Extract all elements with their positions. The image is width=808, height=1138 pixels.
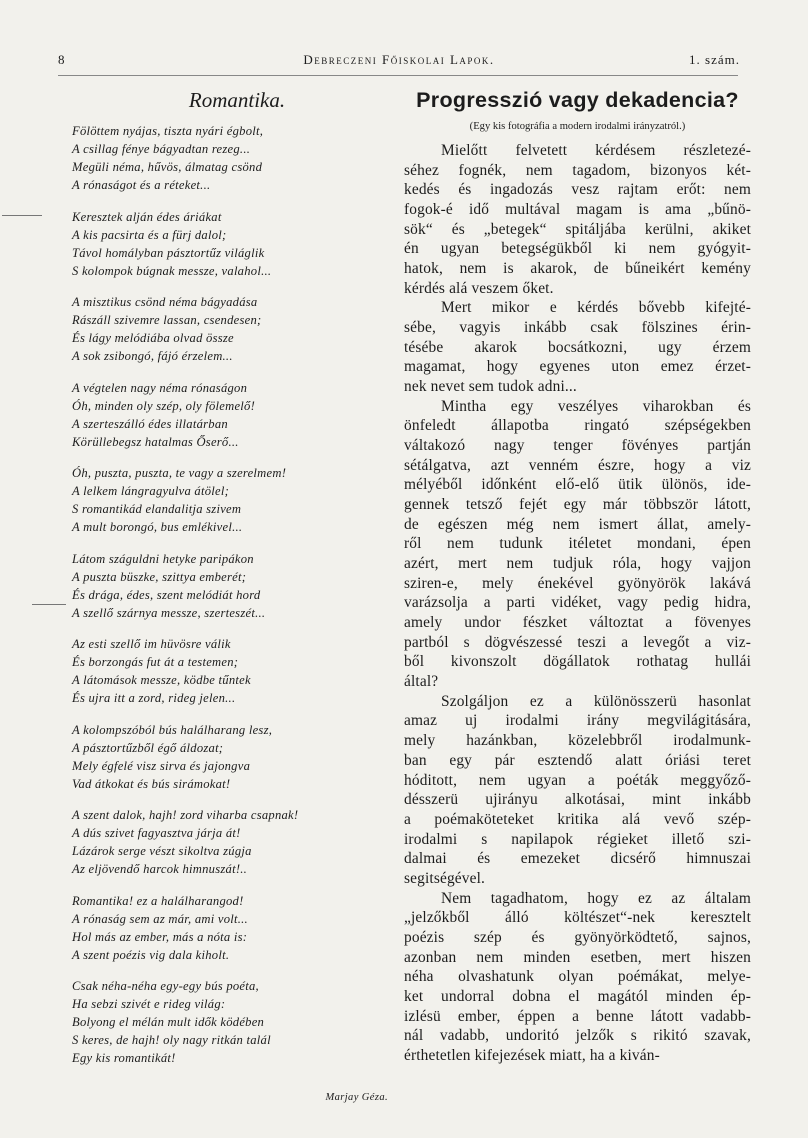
header-rule xyxy=(58,75,738,76)
poem-line: A szerteszálló édes illatárban xyxy=(72,416,228,431)
article-subtitle: (Egy kis fotográfia a modern irodalmi irányzatról.) xyxy=(469,121,686,132)
poem-line: Ha sebzi szivét e rideg világ: xyxy=(72,997,226,1011)
poem-stanza xyxy=(72,721,394,793)
poem-line: A végtelen nagy néma rónaságon xyxy=(72,380,248,395)
poem-line: Egy kis romantikát! xyxy=(72,1051,176,1065)
article-line: ket undorral dobna el magától minden ép- xyxy=(404,987,751,1005)
poem-title: Romantika. xyxy=(188,88,286,112)
article-line: mélyéből időnként elő-elő ütik ülönös, ide- xyxy=(404,476,751,494)
poem-line: Óh, puszta, puszta, te vagy a szerelmem! xyxy=(72,466,287,480)
poem-line: A rónaságot és a réteket... xyxy=(72,178,211,192)
article-line: által? xyxy=(404,673,439,691)
poem-stanza xyxy=(72,208,394,280)
poem-line: A mult borongó, bus emlékivel... xyxy=(72,520,243,534)
poem-line: A lelkem lángragyulva átölel; xyxy=(72,484,230,498)
poem-line: Hol más az ember, más a nóta is: xyxy=(72,929,248,944)
poem-line: Az esti szellő im hüvösre válik xyxy=(72,637,231,651)
article-line: Nem tagadhatom, hogy ez az általam xyxy=(441,889,751,907)
article-paragraph xyxy=(404,141,751,298)
article-line: sziren-e, mely énekével gyönyörök lakává xyxy=(404,574,751,592)
article-line: nál vadabb, undoritó jelzők s rikitó szavak, xyxy=(404,1027,751,1045)
poem-line: Az eljövendő harcok himnuszát!.. xyxy=(72,862,248,876)
article-line: mely hazánkban, közelebbről irodalmunk- xyxy=(404,732,751,750)
margin-mark xyxy=(32,604,66,605)
poem-line: Lázárok serge vészt sikoltva zúgja xyxy=(72,844,252,858)
article-line: sébe, vagyis inkább csak fölszines érin- xyxy=(404,319,751,337)
article-line: sök“ és „betegek“ spitáljába kerülni, akiket xyxy=(404,220,751,238)
poem-line: A misztikus csönd néma bágyadása xyxy=(72,295,258,309)
poem-stanza xyxy=(72,379,394,451)
poem-line: Csak néha-néha egy-egy bús poéta, xyxy=(72,979,259,993)
poem-line: És lágy melódiába olvad össze xyxy=(72,331,234,345)
article-paragraph xyxy=(404,889,751,1066)
poem-line: Óh, minden oly szép, oly fölemelő! xyxy=(72,398,256,413)
poem-line: És ujra itt a zord, rideg jelen... xyxy=(72,691,236,705)
article-line: ből kivonszolt dögállatok rothatag hullái xyxy=(404,653,751,671)
poem-line: A szellő szárnya messze, szerteszét... xyxy=(72,605,266,620)
poem-line: Bolyong el mélán mult idők ködében xyxy=(72,1015,265,1029)
poem-author: Marjay Géza. xyxy=(325,1092,388,1103)
article-line: partból s dögvészessé teszi a levegőt a viz- xyxy=(404,633,751,651)
article-line: néha olvashatunk olyan poémákat, melye- xyxy=(404,968,751,986)
article-line: a poémaköteteket kritika alá vevő szép- xyxy=(404,810,751,828)
article-column xyxy=(404,88,751,1118)
article-line: désszerü ujirányu alkotásai, mint inkább xyxy=(404,791,751,809)
poem-column xyxy=(72,88,394,1118)
poem-stanza xyxy=(72,977,394,1067)
poem-line: S keres, de hajh! oly nagy ritkán talál xyxy=(72,1033,271,1047)
article-line: Szolgáljon ez a különösszerü hasonlat xyxy=(441,692,751,710)
article-line: magamat, hogy egyenes uton emez érzet- xyxy=(404,358,751,376)
article-line: dalmai és emezeket dicsérő himnuszai xyxy=(404,850,751,868)
poem-line: S kolompok búgnak messze, valahol... xyxy=(72,263,272,278)
margin-mark xyxy=(2,215,42,216)
poem-line: Látom száguldni hetyke paripákon xyxy=(72,551,254,566)
poem-line: Romantika! ez a halálharangod! xyxy=(72,893,244,908)
poem-stanza xyxy=(72,293,394,365)
poem-stanza xyxy=(72,892,394,964)
poem-stanza xyxy=(72,122,394,194)
poem-line: Mely égfelé visz sirva és jajongva xyxy=(72,758,251,773)
poem-line: A szent poézis vig dala kiholt. xyxy=(72,947,230,962)
article-line: Mielőtt felvetett kérdésem részletezé- xyxy=(441,142,751,159)
article-line: sétálgatva, azt venném észre, hogy a viz xyxy=(404,456,751,474)
article-line: „jelzőkből álló költészet“-nek keresztelt xyxy=(404,909,751,927)
article-line: de egészen még nem ismert állat, amely- xyxy=(404,515,751,533)
article-paragraph xyxy=(404,692,751,889)
article-line: hatok, nem is akarok, de bűneikért kemény xyxy=(404,260,751,278)
article-line: kérdés alá veszem őket. xyxy=(404,279,554,297)
article-body xyxy=(404,141,751,1066)
article-line: fogok-é idő multával magam is ama „bűnö- xyxy=(404,201,751,219)
poem-line: A sok zsibongó, fájó érzelem... xyxy=(72,349,233,363)
poem-stanza xyxy=(72,464,394,536)
article-line: érthetetlen kifejezések miatt, ha a kiván- xyxy=(404,1046,660,1064)
poem-line: Távol homályban pásztortűz világlik xyxy=(72,245,265,260)
poem-stanza xyxy=(72,550,394,622)
issue-number: 1. szám. xyxy=(689,52,740,67)
poem-line: És borzongás fut át a testemen; xyxy=(72,655,239,669)
poem-line: A rónaság sem az már, ami volt... xyxy=(72,911,248,926)
poem-line: A puszta büszke, szittya emberét; xyxy=(72,569,247,584)
poem-line: És drága, édes, szent melódiát hord xyxy=(72,587,261,602)
poem-line: A csillag fénye bágyadtan rezeg... xyxy=(72,142,251,156)
poem-line: A szent dalok, hajh! zord viharba csapnak! xyxy=(72,808,299,822)
article-line: váltakozó nagy tenger fövényes partján xyxy=(404,437,751,455)
poem-line: Rászáll szivemre lassan, csendesen; xyxy=(72,313,262,327)
poem-line: A kolompszóból bús halálharang lesz, xyxy=(72,722,273,737)
page-header xyxy=(58,52,740,74)
poem-line: Megüli néma, hűvös, álmatag csönd xyxy=(72,160,263,174)
article-line: azonban nem minden esetben, mert hiszen xyxy=(404,948,751,966)
article-line: azért, mert nem tudjuk róla, hogy vajjon xyxy=(404,555,751,573)
article-line: izlésü ember, éppen a benne látott vadabb- xyxy=(404,1007,751,1025)
poem-line: Keresztek alján édes áriákat xyxy=(72,209,222,224)
article-line: segitségével. xyxy=(404,869,486,887)
article-line: én ugyan betegségükből ki nem gyógyit- xyxy=(404,240,751,258)
poem-body xyxy=(72,122,394,1067)
article-line: amaz uj irodalmi irány megvilágitására, xyxy=(404,712,751,730)
poem-line: A dús szivet fagyasztva járja át! xyxy=(72,826,241,840)
article-title: Progresszió vagy dekadencia? xyxy=(416,88,739,112)
article-line: ről nem tudunk itéletet mondani, épen xyxy=(404,535,751,553)
article-line: tésébe akarok bocsátkozni, ugy érzem xyxy=(404,338,751,356)
article-line: hóditott, nem ugyan a poéták meggyőző- xyxy=(404,771,751,789)
poem-stanza xyxy=(72,806,394,878)
poem-line: A látomások messze, ködbe tűntek xyxy=(72,673,251,687)
poem-line: A kis pacsirta és a fürj dalol; xyxy=(72,227,227,242)
article-line: varázsolja a parti vidéket, vagy pedig hidra, xyxy=(404,594,751,612)
poem-line: Vad átkokat és bús sirámokat! xyxy=(72,776,231,791)
poem-line: S romantikád elandalitja szivem xyxy=(72,502,242,516)
poem-line: Fölöttem nyájas, tiszta nyári égbolt, xyxy=(72,124,264,138)
article-line: kedés és ingadozás vesz rajtam erőt: nem xyxy=(404,181,751,199)
article-line: ban egy pár esztendő alatt óriási teret xyxy=(404,751,751,769)
article-line: irodalmi s napilapok régieket illető szi- xyxy=(404,830,751,848)
page-number: 8 xyxy=(58,52,66,67)
article-paragraph xyxy=(404,298,751,396)
article-paragraph xyxy=(404,397,751,692)
article-line: nek nevet sem tudok adni... xyxy=(404,378,577,396)
article-line: poézis szép és gyönyörködtető, sajnos, xyxy=(404,928,751,946)
article-line: séhez fognék, nem tagadom, bizonyos két- xyxy=(404,161,751,179)
article-line: Mintha egy veszélyes viharokban és xyxy=(441,397,751,415)
article-line: gennek tetsző fejét egy már többször látott, xyxy=(404,496,751,514)
poem-stanza xyxy=(72,635,394,707)
article-line: Mert mikor e kérdés bővebb kifejté- xyxy=(441,299,751,317)
article-line: amely undor fészket változtat a fövenyes xyxy=(404,614,751,632)
article-line: önfeledt állapotba ringató szépségekben xyxy=(404,417,751,435)
journal-title: Debreczeni Főiskolai Lapok. xyxy=(303,52,495,67)
poem-line: A pásztortűzből égő áldozat; xyxy=(72,740,224,755)
poem-line: Körüllebegsz hatalmas Őserő... xyxy=(72,434,239,449)
